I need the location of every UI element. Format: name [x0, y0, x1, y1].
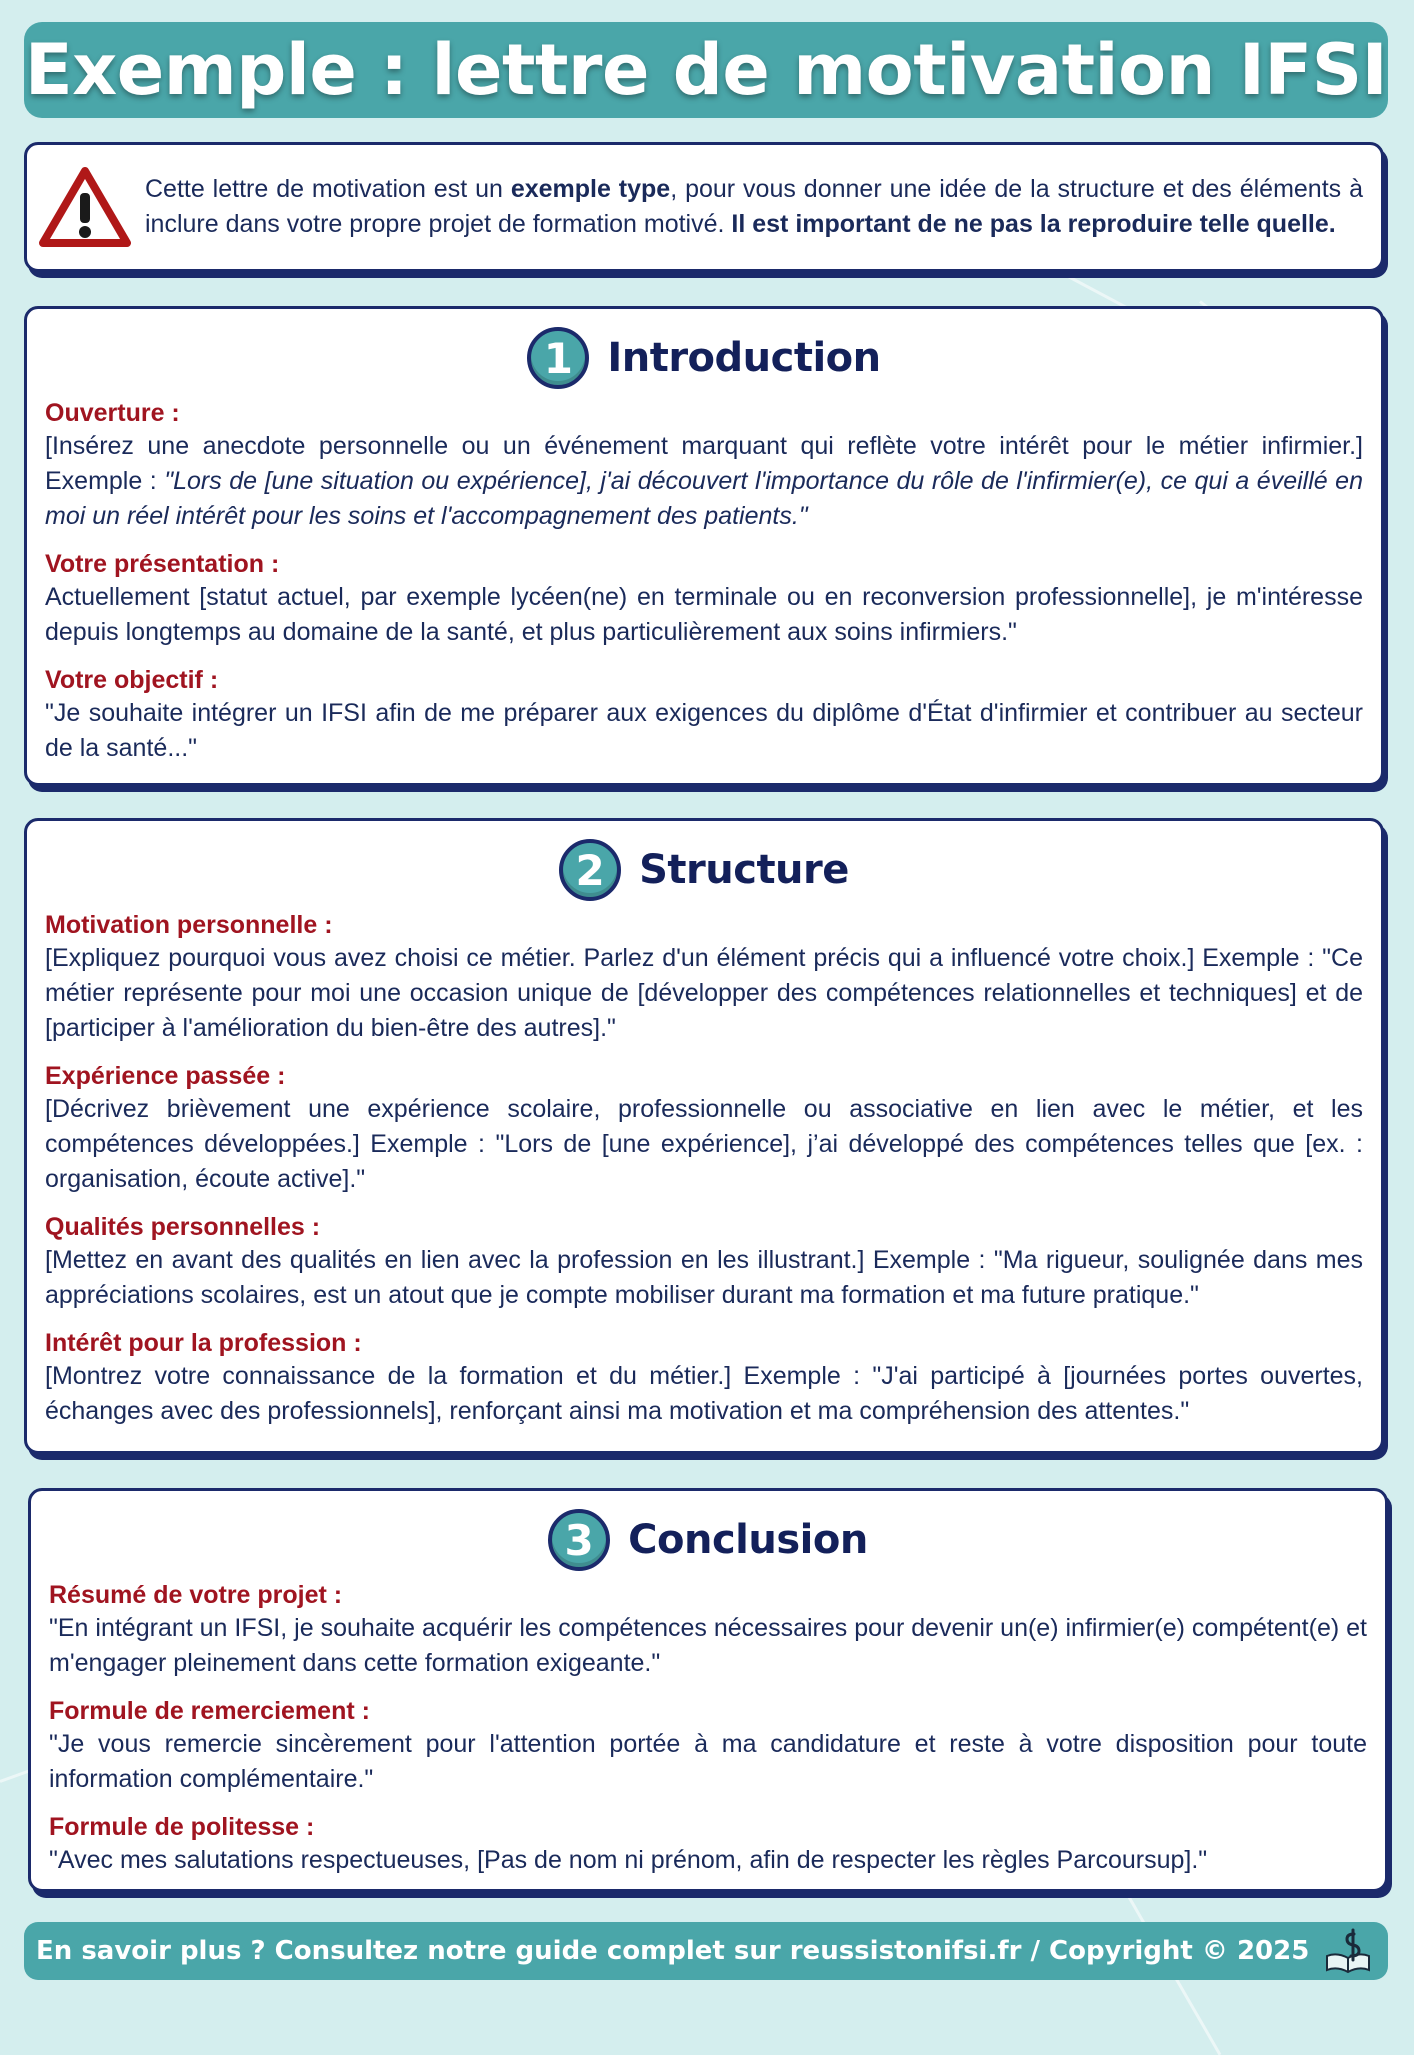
warning-notice — [24, 142, 1384, 272]
item-label: Motivation personnelle : — [45, 911, 333, 939]
section-structure — [24, 818, 1384, 1454]
section-header — [49, 1503, 1367, 1577]
section-conclusion — [28, 1488, 1388, 1892]
section-number-badge: 3 — [548, 1509, 610, 1571]
item-text: "Je vous remercie sincèrement pour l'attention portée à ma candidature et reste à votre disposition pour toute information complémentaire." — [49, 1730, 1367, 1793]
content-item — [45, 1327, 1363, 1429]
footer-text: En savoir plus ? Consultez notre guide complet sur reussistonifsi.fr / Copyright © 2025 — [36, 1936, 1310, 1966]
item-text: [Montrez votre connaissance de la formation et du métier.] Exemple : "J'ai participé à [journées portes ouvertes, échanges avec des professionnels], renforçant ainsi ma motivation et ma compréhension des attentes." — [45, 1362, 1363, 1425]
item-label: Formule de remerciement : — [49, 1697, 370, 1725]
section-header — [45, 833, 1363, 907]
content-item — [49, 1811, 1367, 1878]
content-item — [45, 1060, 1363, 1197]
content-item — [45, 909, 1363, 1046]
page-title: Exemple : lettre de motivation IFSI — [24, 29, 1388, 111]
section-header — [45, 321, 1363, 395]
footer-banner — [24, 1922, 1388, 1980]
item-text: "En intégrant un IFSI, je souhaite acquérir les compétences nécessaires pour devenir un(e) infirmier(e) compétent(e) et m'engager pleinement dans cette formation exigeante." — [49, 1614, 1367, 1677]
item-text: [Expliquez pourquoi vous avez choisi ce métier. Parlez d'un élément précis qui a influencé votre choix.] Exemple : "Ce métier représente pour moi une occasion unique de [développer des compétences relationnelles et techniques] et de [participer à l'amélioration du bien-être des autres]." — [45, 944, 1363, 1042]
content-item — [49, 1695, 1367, 1797]
section-number-badge: 1 — [527, 327, 589, 389]
item-label: Expérience passée : — [45, 1062, 286, 1090]
content-item — [45, 664, 1363, 766]
content-item — [45, 548, 1363, 650]
content-item — [45, 397, 1363, 534]
item-label: Votre présentation : — [45, 550, 280, 578]
item-label: Qualités personnelles : — [45, 1213, 321, 1241]
warning-text: Cette lettre de motivation est un exemple type, pour vous donner une idée de la structure et des éléments à inclure dans votre propre projet de formation motivé. Il est important de ne pas la reproduire telle quelle. — [145, 175, 1363, 238]
item-text: "Je souhaite intégrer un IFSI afin de me préparer aux exigences du diplôme d'État d'infirmier et contribuer au secteur de la santé..." — [45, 699, 1363, 762]
title-banner — [24, 22, 1388, 118]
item-text: Actuellement [statut actuel, par exemple lycéen(ne) en terminale ou en reconversion professionnelle], je m'intéresse depuis longtemps au domaine de la santé, et plus particulièrement aux soins infirmiers." — [45, 583, 1363, 646]
content-item — [45, 1211, 1363, 1313]
item-text: [Insérez une anecdote personnelle ou un événement marquant qui reflète votre intérêt pour le métier infirmier.] Exemple : "Lors de [une situation ou expérience], j'ai découvert l'importance du rôle de l'infirmier(e), ce qui a éveillé en moi un réel intérêt pour les soins et l'accompagnement des patients." — [45, 432, 1363, 530]
warning-triangle-icon — [39, 165, 131, 249]
section-title: Introduction — [607, 335, 881, 381]
item-label: Formule de politesse : — [49, 1813, 315, 1841]
item-text: [Mettez en avant des qualités en lien avec la profession en les illustrant.] Exemple : "Ma rigueur, soulignée dans mes appréciations scolaires, est un atout que je compte mobiliser durant ma formation et ma future pratique." — [45, 1246, 1363, 1309]
item-label: Votre objectif : — [45, 666, 219, 694]
item-label: Intérêt pour la profession : — [45, 1329, 362, 1357]
section-number-badge: 2 — [559, 839, 621, 901]
item-label: Ouverture : — [45, 399, 180, 427]
item-label: Résumé de votre projet : — [49, 1581, 343, 1609]
section-title: Conclusion — [628, 1517, 868, 1563]
section-title: Structure — [639, 847, 849, 893]
item-text: "Avec mes salutations respectueuses, [Pas de nom ni prénom, afin de respecter les règles Parcoursup]." — [49, 1846, 1208, 1874]
book-dollar-icon — [1323, 1926, 1373, 1976]
content-item — [49, 1579, 1367, 1681]
item-text: [Décrivez brièvement une expérience scolaire, professionnelle ou associative en lien avec le métier, et les compétences développées.] Exemple : "Lors de [une expérience], j’ai développé des compétences telles que [ex. : organisation, écoute active]." — [45, 1095, 1363, 1193]
section-introduction — [24, 306, 1384, 786]
